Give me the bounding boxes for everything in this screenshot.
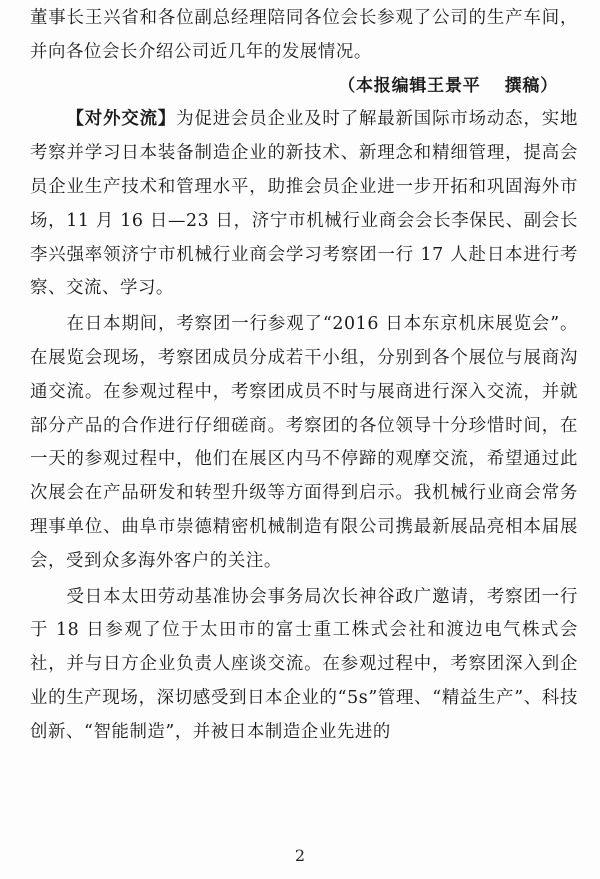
paragraph-external-exchange-text: 为促进会员企业及时了解最新国际市场动态，实地考察并学习日本装备制造企业的新技术、新理念和精细管理，提高会员企业生产技术和管理水平，助推会员企业进一步开拓和巩固海外市场，11 月 16 日—23 日，济宁市机械行业商会会长李保民、副会长李兴强率领济宁市机械行业商会学习考察团一行 17 人赴日本进行考察、交流、学习。	[30, 109, 579, 299]
byline	[30, 70, 558, 104]
page-number: 2	[294, 846, 306, 865]
paragraph-tokyo-expo: 在日本期间，考察团一行参观了“2016 日本东京机床展览会”。在展览会现场，考察团成员分成若干小组，分别到各个展位与展商沟通交流。在参观过程中，考察团成员不时与展商进行深入交流，并就部分产品的合作进行仔细磋商。考察团的各位领导十分珍惜时间，在一天的参观过程中，他们在展区内马不停蹄的观摩交流，希望通过此次展会在产品研发和转型升级等方面得到启示。我机械行业商会常务理事单位、曲阜市崇德精密机械制造有限公司携最新展品亮相本届展会，受到众多海外客户的关注。	[30, 314, 578, 571]
paragraph-external-exchange	[30, 103, 578, 306]
section-tag-external-exchange: 【对外交流】	[66, 109, 177, 130]
article-body	[30, 2, 578, 750]
byline-written: 撰稿）	[504, 75, 558, 96]
paragraph-ota-visit: 受日本太田劳动基准协会事务局次长神谷政广邀请，考察团一行于 18 日参观了位于太田市的富士重工株式会社和渡边电气株式会社，并与日方企业负责人座谈交流。在参观过程中，考察团深入到企业的生产现场，深切感受到日本企业的“5s”管理、“精益生产”、科技创新、“智能制造”，并被日本制造企业先进的	[30, 586, 578, 742]
paragraph-visit-summary: 董事长王兴省和各位副总经理陪同各位会长参观了公司的生产车间，并向各位会长介绍公司近几年的发展情况。	[30, 8, 578, 62]
byline-editor: （本报编辑王景平	[338, 75, 481, 96]
